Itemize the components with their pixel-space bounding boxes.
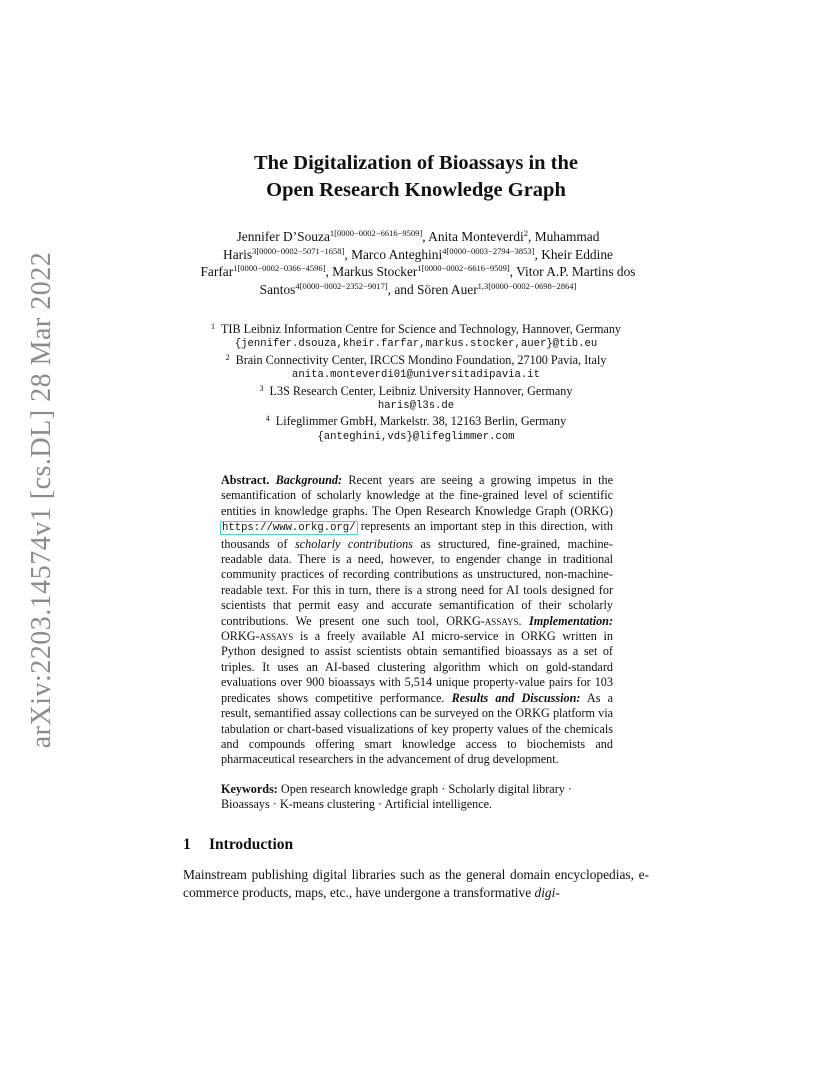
author: Muhammad Haris$^{3[0000-0002-5071-1658]}$ xyxy=(223,229,600,262)
affiliation-email: anita.monteverdi01@universitadipavia.it xyxy=(292,369,540,382)
author-list: Jennifer D’Souza$^{1[0000-0002-6616-9509]}$, Anita Monteverdi$^2$, Muhammad Haris$^{3[0000-0002-5071-1658]}$, Marco Anteghini$^{4[0000-0003-2794-3853]}$, Kheir Eddine Farfar$^{1[0000-0002-0366-4596]}$, Markus Stocker$^{1[0000-0002-6616-9509]}$, Vitor A.P. Martins dos Santos$^{4[0000-0002-2352-9017]}$, and Sören Auer$^{1,3[0000-0002-0698-2864]}$ xyxy=(200,228,636,297)
arxiv-identifier: arXiv:2203.14574v1 [cs.DL] 28 Mar 2022 xyxy=(26,251,58,749)
paper-title xyxy=(150,150,682,204)
affiliation-email: {anteghini,vds}@lifeglimmer.com xyxy=(317,430,515,443)
affiliation: $^4$ Lifeglimmer GmbH, Markelstr. 38, 12163 Berlin, Germany xyxy=(265,414,567,429)
keywords-text: Open research knowledge graph · Scholarly digital library · Bioassays · K-means clustering · Artificial intelligence. xyxy=(221,782,572,812)
arxiv-stamp xyxy=(18,230,66,770)
author: Markus Stocker$^{1[0000-0002-6616-9509]}$ xyxy=(332,263,510,279)
abstract: Abstract. Background: Recent years are seeing a growing impetus in the semantification of scholarly knowledge at the fine-grained level of scientific entities in knowledge graphs. The Open Research Knowledge Graph (ORKG) https://www.orkg.org/ represents an important step in this direction, with thousands of scholarly contributions as structured, fine-grained, machine-readable data. There is a need, however, to engender change in traditional community practices of recording contributions as unstructured, non-machine-readable text. For this in turn, there is a strong need for AI tools designed for scientists that permit easy and accurate semantification of their scholarly contributions. We present one such tool, ORKG-assays. Implementation: ORKG-assays is a freely available AI micro-service in ORKG written in Python designed to assist scientists obtain semantified bioassays as a set of triples. It uses an AI-based clustering algorithm which on gold-standard evaluations over 900 bioassays with 5,514 unique property-value pairs for 103 predicates shows competitive performance. Results and Discussion: As a result, semantified assay collections can be surveyed on the ORKG platform via tabulation or chart-based visualizations of key property values of the chemicals and compounds offering smart knowledge access to biochemists and pharmaceutical researchers in the advancement of drug development. xyxy=(221,473,614,767)
affiliation: $^1$ TIB Leibniz Information Centre for Science and Technology, Hannover, Germany xyxy=(210,322,622,336)
abstract-label: Abstract. xyxy=(221,473,270,487)
author: Anita Monteverdi$^2$ xyxy=(428,228,528,244)
affiliation-email: {jennifer.dsouza,kheir.farfar,markus.stocker,auer}@tib.eu xyxy=(234,338,598,351)
section-heading xyxy=(183,836,293,854)
orkg-url-link[interactable]: https://www.orkg.org/ xyxy=(222,522,356,535)
keywords xyxy=(221,782,613,813)
affiliation-list xyxy=(150,322,682,445)
implementation-label: Implementation: xyxy=(529,613,614,628)
author: Jennifer D’Souza$^{1[0000-0002-6616-9509]}$ xyxy=(236,228,423,244)
section-title: Introduction xyxy=(209,836,294,853)
background-label: Background: xyxy=(275,473,343,487)
title-line-2: Open Research Knowledge Graph xyxy=(266,179,566,201)
keywords-label: Keywords: xyxy=(221,782,278,796)
affiliation-email: haris@l3s.de xyxy=(377,400,455,413)
author: Sören Auer$^{1,3[0000-0002-0698-2864]}$ xyxy=(417,280,577,297)
author: Marco Anteghini$^{4[0000-0003-2794-3853]}$ xyxy=(351,245,535,262)
affiliation: $^2$ Brain Connectivity Center, IRCCS Mondino Foundation, 27100 Pavia, Italy xyxy=(225,352,607,367)
author: Vitor A.P. Martins dos Santos$^{4[0000-0002-2352-9017]}$ xyxy=(259,264,636,297)
affiliation: $^3$ L3S Research Center, Leibniz University Hannover, Germany xyxy=(259,383,573,398)
section-number: 1 xyxy=(183,836,191,853)
author: Kheir Eddine Farfar$^{1[0000-0002-0366-4596]}$ xyxy=(200,246,613,279)
body-paragraph: Mainstream publishing digital libraries such as the general domain encyclopedias, e-commerce products, maps, etc., have undergone a transformative digi- xyxy=(183,867,649,900)
results-label: Results and Discussion: xyxy=(451,690,581,705)
title-line-1: The Digitalization of Bioassays in the xyxy=(253,152,579,174)
